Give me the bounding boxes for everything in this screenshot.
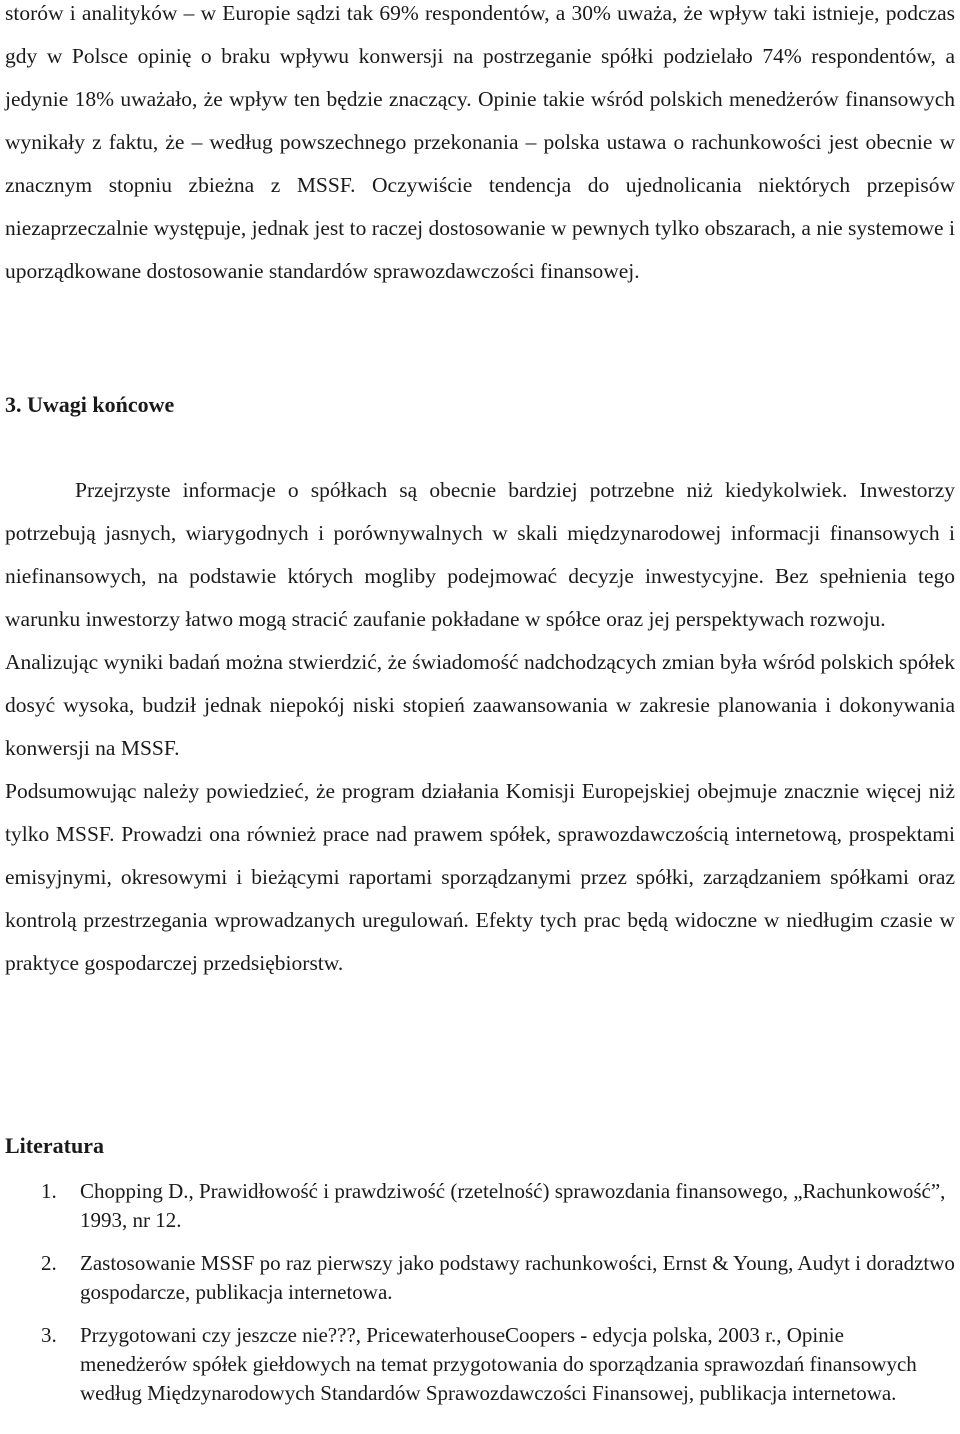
reference-number: 2. <box>41 1251 57 1275</box>
reference-text: Przygotowani czy jeszcze nie???, PricewaterhouseCoopers - edycja polska, 2003 r., Opinie menedżerów spółek giełdowych na temat przygotowania do sporządzania sprawozdań finansowych według Międzynarodowych Standardów Sprawozdawczości Finansowej, publikacja internetowa. <box>80 1323 917 1405</box>
reference-text: Chopping D., Prawidłowość i prawdziwość (rzetelność) sprawozdania finansowego, „Rachunkowość”, 1993, nr 12. <box>80 1179 946 1232</box>
literature-heading: Literatura <box>5 1133 104 1158</box>
reference-number: 1. <box>41 1179 57 1203</box>
body-paragraph: Przejrzyste informacje o spółkach są obecnie bardziej potrzebne niż kiedykolwiek. Inwestorzy potrzebują jasnych, wiarygodnych i porównywalnych w skali międzynarodowej informacji finansowych i niefinansowych, na podstawie których mogliby podejmować decyzje inwestycyjne. Bez spełnienia tego warunku inwestorzy łatwo mogą stracić zaufanie pokładane w spółce oraz jej perspektywach rozwoju. <box>5 478 955 631</box>
body-paragraph: Analizując wyniki badań można stwierdzić, że świadomość nadchodzących zmian była wśród polskich spółek dosyć wysoka, budził jednak niepokój niski stopień zaawansowania w zakresie planowania i dokonywania konwersji na MSSF. <box>5 650 955 760</box>
intro-block <box>5 0 955 293</box>
reference-item <box>5 1321 955 1408</box>
reference-item <box>5 1249 955 1307</box>
reference-text: Zastosowanie MSSF po raz pierwszy jako podstawy rachunkowości, Ernst & Young, Audyt i doradztwo gospodarcze, publikacja internetowa. <box>80 1251 955 1304</box>
body-paragraph: Podsumowując należy powiedzieć, że program działania Komisji Europejskiej obejmuje znacznie więcej niż tylko MSSF. Prowadzi ona również prace nad prawem spółek, sprawozdawczością internetową, prospektami emisyjnymi, okresowymi i bieżącymi raportami sporządzanymi przez spółki, zarządzaniem spółkami oraz kontrolą przestrzegania wprowadzanych uregulowań. Efekty tych prac będą widoczne w niedługim czasie w praktyce gospodarczej przedsiębiorstw. <box>5 779 955 975</box>
section-heading: 3. Uwagi końcowe <box>5 392 175 417</box>
reference-list <box>5 1177 955 1422</box>
reference-number: 3. <box>41 1323 57 1347</box>
body-paragraph: storów i analityków – w Europie sądzi tak 69% respondentów, a 30% uważa, że wpływ taki istnieje, podczas gdy w Polsce opinię o braku wpływu konwersji na postrzeganie spółki podzielało 74% respondentów, a jedynie 18% uważało, że wpływ ten będzie znaczący. Opinie takie wśród polskich menedżerów finansowych wynikały z faktu, że – według powszechnego przekonania – polska ustawa o rachunkowości jest obecnie w znacznym stopniu zbieżna z MSSF. Oczywiście tendencja do ujednolicania niektórych przepisów niezaprzeczalnie występuje, jednak jest to raczej dostosowanie w pewnych tylko obszarach, a nie systemowe i uporządkowane dostosowanie standardów sprawozdawczości finansowej. <box>5 1 955 283</box>
reference-item <box>5 1177 955 1235</box>
conclusions-block <box>5 469 955 985</box>
